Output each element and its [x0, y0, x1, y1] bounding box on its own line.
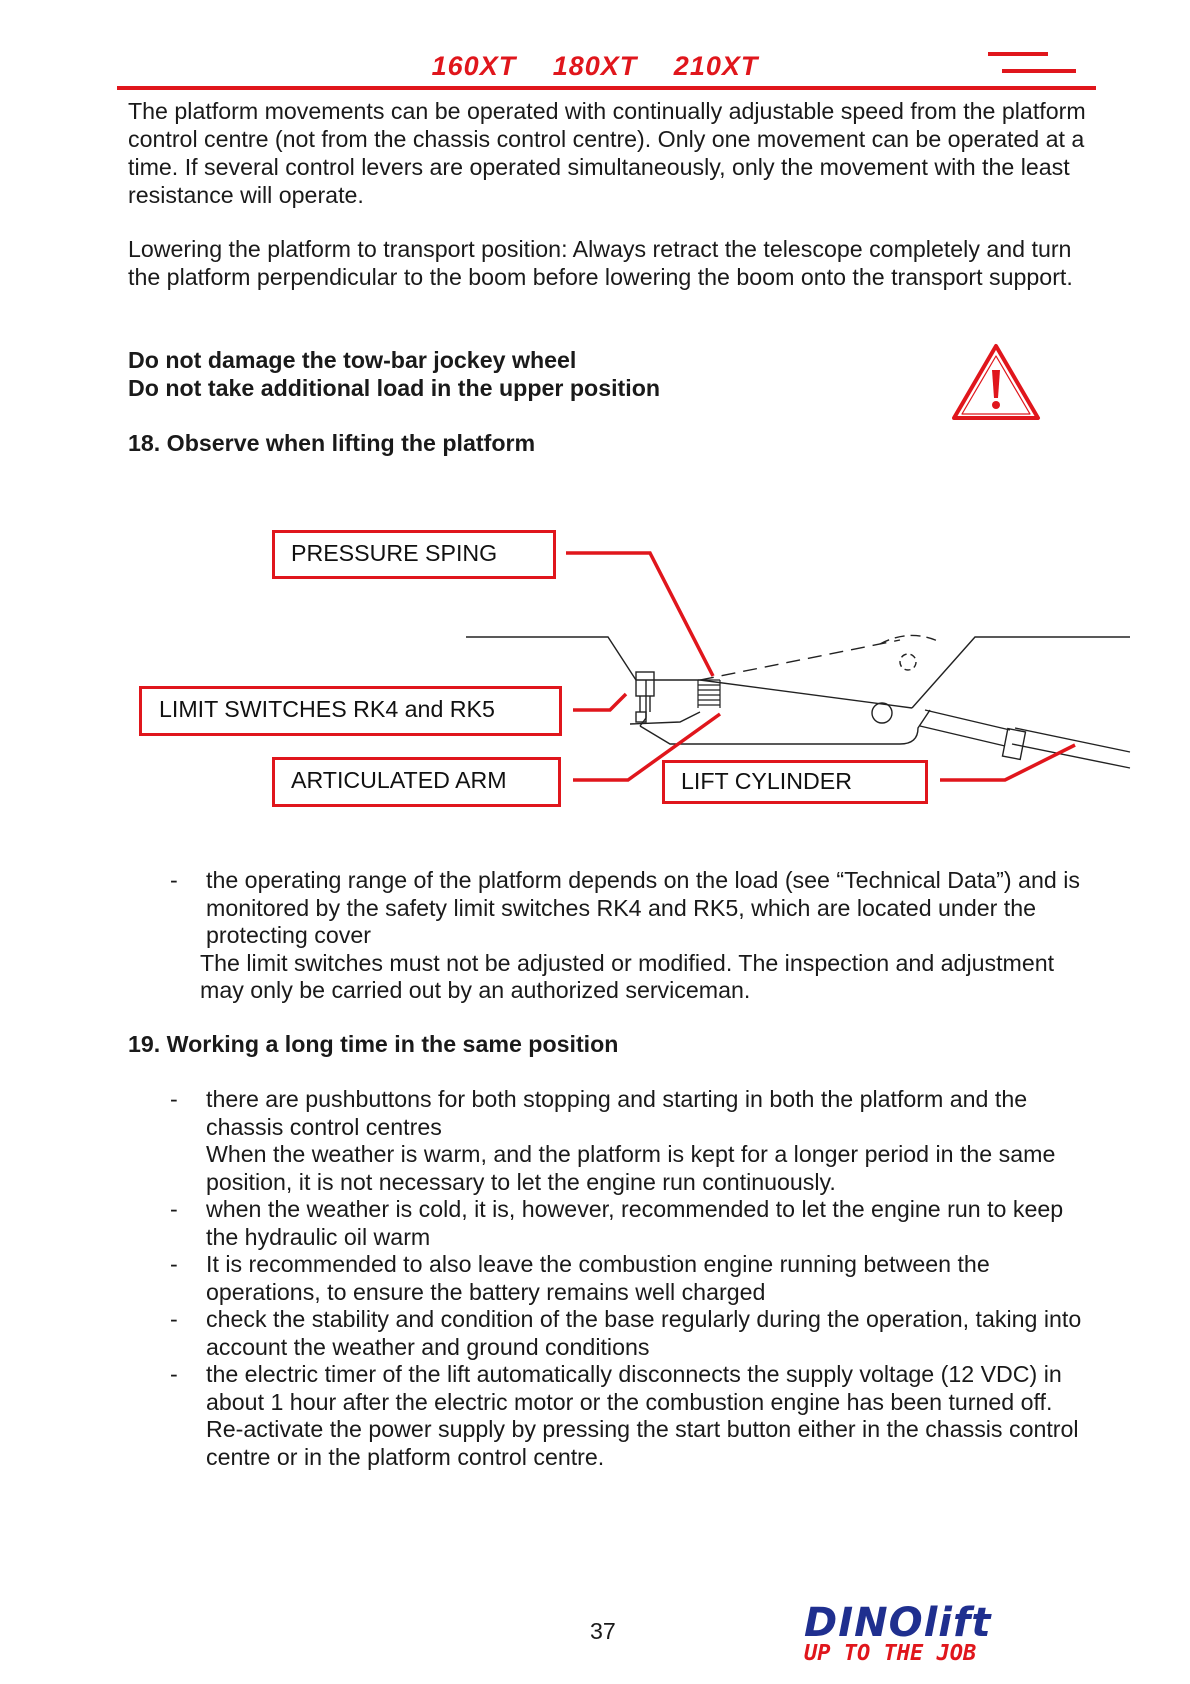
- page-number: 37: [590, 1618, 616, 1644]
- logo-wordmark: DINOlift: [804, 1600, 992, 1646]
- list-item: [170, 1251, 1090, 1306]
- header-mark-top: [988, 52, 1048, 56]
- list-item: [170, 867, 1090, 950]
- list-item-text: It is recommended to also leave the combustion engine running between the operations, to ensure the battery remains well charged: [206, 1251, 990, 1305]
- list-item-text: check the stability and condition of the base regularly during the operation, taking into account the weather and ground conditions: [206, 1306, 1082, 1360]
- list-item-text: the operating range of the platform depends on the load (see “Technical Data”) and is monitored by the safety limit switches RK4 and RK5, which are located under the protecting cover: [206, 867, 1080, 948]
- intro-paragraph-1: The platform movements can be operated with continually adjustable speed from the platform control centre (not from the chassis control centre). Only one movement can be operated at a time. If several control levers are operated simultaneously, only the movement with the least resistance will operate.: [128, 98, 1086, 208]
- list-item-text: the electric timer of the lift automatically disconnects the supply voltage (12 VDC) in about 1 hour after the electric motor or the combustion engine has been turned off.: [206, 1361, 1062, 1415]
- list-item: [170, 1086, 1090, 1196]
- list-item-continuation: When the weather is warm, and the platform is kept for a longer period in the same position, it is not necessary to let the engine run continuously.: [206, 1141, 1056, 1195]
- callout-articulated-arm: ARTICULATED ARM: [272, 757, 561, 807]
- bullet-dash: -: [170, 1086, 178, 1112]
- model-210xt: 210XT: [673, 51, 759, 81]
- header-mark-bottom: [1002, 69, 1076, 73]
- callout-pressure-spring: PRESSURE SPING: [272, 530, 556, 579]
- section-19-list: [170, 1086, 1090, 1471]
- logo-tagline: UP TO THE JOB: [804, 1641, 977, 1666]
- bullet-dash: -: [170, 1361, 178, 1387]
- list-item: [170, 1196, 1090, 1251]
- bullet-dash: -: [170, 1196, 178, 1222]
- warning-triangle-icon: [950, 342, 1042, 422]
- intro-paragraph-2: Lowering the platform to transport position: Always retract the telescope completely and turn the platform perpendicular to the boom before lowering the boom onto the transport support.: [128, 236, 1073, 290]
- model-180xt: 180XT: [552, 51, 638, 81]
- list-item-continuation: Re-activate the power supply by pressing the start button either in the chassis control centre or in the platform control centre.: [206, 1416, 1079, 1470]
- bullet-dash: -: [170, 1306, 178, 1332]
- section-18-list: [170, 867, 1090, 1005]
- model-160xt: 160XT: [431, 51, 517, 81]
- list-item: [170, 1306, 1090, 1361]
- warning-line-2: Do not take additional load in the upper position: [128, 375, 661, 401]
- section-18-note: The limit switches must not be adjusted or modified. The inspection and adjustment may only be carried out by an authorized serviceman.: [200, 949, 1055, 1003]
- list-item-text: there are pushbuttons for both stopping and starting in both the platform and the chassis control centres: [206, 1086, 1028, 1140]
- warning-line-1: Do not damage the tow-bar jockey wheel: [128, 347, 577, 373]
- section-19-title: 19. Working a long time in the same position: [128, 1031, 619, 1057]
- list-item: [170, 1361, 1090, 1471]
- bullet-dash: -: [170, 1251, 178, 1277]
- section-18-title: 18. Observe when lifting the platform: [128, 430, 536, 456]
- list-item-text: when the weather is cold, it is, however, recommended to let the engine run to keep the hydraulic oil warm: [206, 1196, 1064, 1250]
- callout-limit-switches: LIMIT SWITCHES RK4 and RK5: [139, 686, 562, 736]
- header-rule: [117, 86, 1096, 90]
- dinolift-logo: [800, 1598, 1010, 1668]
- bullet-dash: -: [170, 867, 178, 893]
- callout-lift-cylinder: LIFT CYLINDER: [662, 760, 928, 804]
